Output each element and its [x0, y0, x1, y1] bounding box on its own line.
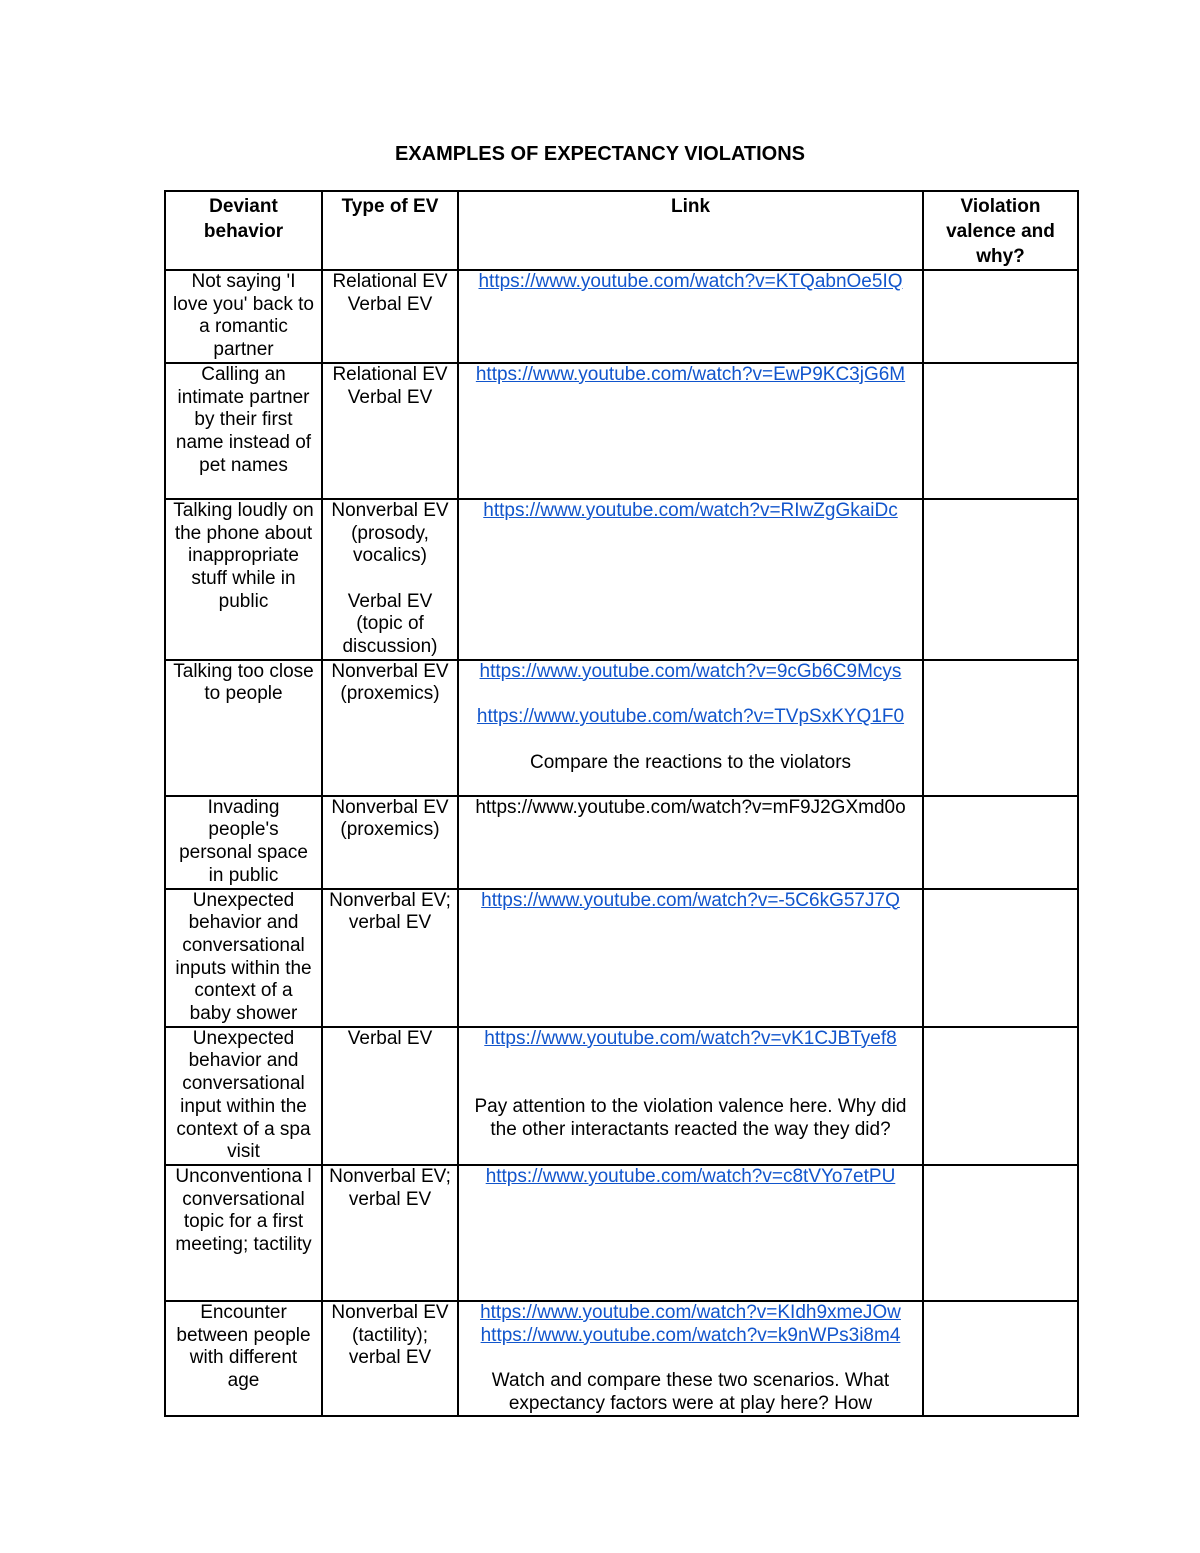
- type-cell: Relational EV Verbal EV: [322, 363, 458, 499]
- instruction-note: Compare the reactions to the violators: [529, 751, 852, 773]
- instruction-note: Pay attention to the violation valence here. Why did the other interactants reacted the way they did?: [474, 1095, 907, 1140]
- behavior-cell: Unconventiona l conversational topic for a first meeting; tactility: [165, 1165, 322, 1301]
- type-cell: Verbal EV: [322, 1027, 458, 1165]
- type-cell: Nonverbal EV; verbal EV: [322, 1165, 458, 1301]
- video-url-text: https://www.youtube.com/watch?v=mF9J2GXmd0o: [475, 796, 906, 818]
- behavior-cell: Talking too close to people: [165, 660, 322, 796]
- valence-cell: [923, 1301, 1078, 1417]
- video-link[interactable]: https://www.youtube.com/watch?v=-5C6kG57J7Q: [481, 889, 900, 911]
- video-link[interactable]: https://www.youtube.com/watch?v=KTQabnOe5IQ: [478, 271, 903, 292]
- document-title: EXAMPLES OF EXPECTANCY VIOLATIONS: [394, 143, 806, 165]
- link-cell: [458, 796, 923, 889]
- instruction-note: Watch and compare these two scenarios. What expectancy factors were at play here? How: [491, 1370, 890, 1414]
- behavior-cell: Encounter between people with different age: [165, 1301, 322, 1417]
- type-cell: Relational EV Verbal EV: [322, 270, 458, 363]
- header-link: Link: [458, 191, 923, 270]
- table-row: [165, 363, 1078, 499]
- header-row: [165, 191, 1078, 270]
- behavior-cell: Unexpected behavior and conversational input within the context of a spa visit: [165, 1027, 322, 1165]
- video-link[interactable]: https://www.youtube.com/watch?v=EwP9KC3jG6M: [475, 363, 906, 385]
- link-cell: [458, 1165, 923, 1301]
- type-cell: Nonverbal EV (tactility); verbal EV: [322, 1301, 458, 1417]
- link-cell: [458, 1301, 923, 1417]
- valence-cell: [923, 1027, 1078, 1165]
- link-cell: [458, 660, 923, 796]
- table-row: [165, 1165, 1078, 1301]
- behavior-cell: Unexpected behavior and conversational inputs within the context of a baby shower: [165, 889, 322, 1027]
- type-cell: Nonverbal EV; verbal EV: [322, 889, 458, 1027]
- video-link[interactable]: https://www.youtube.com/watch?v=KIdh9xmeJOw: [480, 1301, 901, 1323]
- valence-cell: [923, 270, 1078, 363]
- video-link[interactable]: https://www.youtube.com/watch?v=9cGb6C9Mcys: [479, 660, 902, 682]
- behavior-cell: Calling an intimate partner by their first name instead of pet names: [165, 363, 322, 499]
- behavior-cell: Invading people's personal space in public: [165, 796, 322, 889]
- valence-cell: [923, 660, 1078, 796]
- video-link[interactable]: https://www.youtube.com/watch?v=TVpSxKYQ1F0: [476, 706, 905, 728]
- video-link[interactable]: https://www.youtube.com/watch?v=k9nWPs3i8m4: [480, 1324, 901, 1346]
- link-cell: [458, 889, 923, 1027]
- video-link[interactable]: https://www.youtube.com/watch?v=vK1CJBTyef8: [484, 1027, 897, 1049]
- behavior-cell: Talking loudly on the phone about inappropriate stuff while in public: [165, 499, 322, 660]
- type-cell: Nonverbal EV (prosody, vocalics) Verbal EV (topic of discussion): [322, 499, 458, 660]
- table-row: [165, 1027, 1078, 1165]
- expectancy-violations-table: [164, 190, 1079, 1417]
- table-row: [165, 499, 1078, 660]
- valence-cell: [923, 1165, 1078, 1301]
- valence-cell: [923, 889, 1078, 1027]
- table-row: [165, 889, 1078, 1027]
- table-row: [165, 660, 1078, 796]
- video-link[interactable]: https://www.youtube.com/watch?v=RIwZgGkaiDc: [483, 499, 898, 521]
- link-cell: [458, 1027, 923, 1165]
- link-cell: [458, 363, 923, 499]
- header-type-of-ev: Type of EV: [322, 191, 458, 270]
- valence-cell: [923, 499, 1078, 660]
- header-deviant-behavior: Deviant behavior: [165, 191, 322, 270]
- table-row: [165, 270, 1078, 363]
- behavior-cell: Not saying 'I love you' back to a romantic partner: [165, 270, 322, 363]
- link-cell: [458, 499, 923, 660]
- link-cell: [458, 270, 923, 363]
- valence-cell: [923, 363, 1078, 499]
- type-cell: Nonverbal EV (proxemics): [322, 660, 458, 796]
- header-violation-valence: Violation valence and why?: [923, 191, 1078, 270]
- type-cell: Nonverbal EV (proxemics): [322, 796, 458, 889]
- table-row: [165, 1301, 1078, 1417]
- valence-cell: [923, 796, 1078, 889]
- video-link[interactable]: https://www.youtube.com/watch?v=c8tVYo7etPU: [485, 1165, 896, 1187]
- table-row: [165, 796, 1078, 889]
